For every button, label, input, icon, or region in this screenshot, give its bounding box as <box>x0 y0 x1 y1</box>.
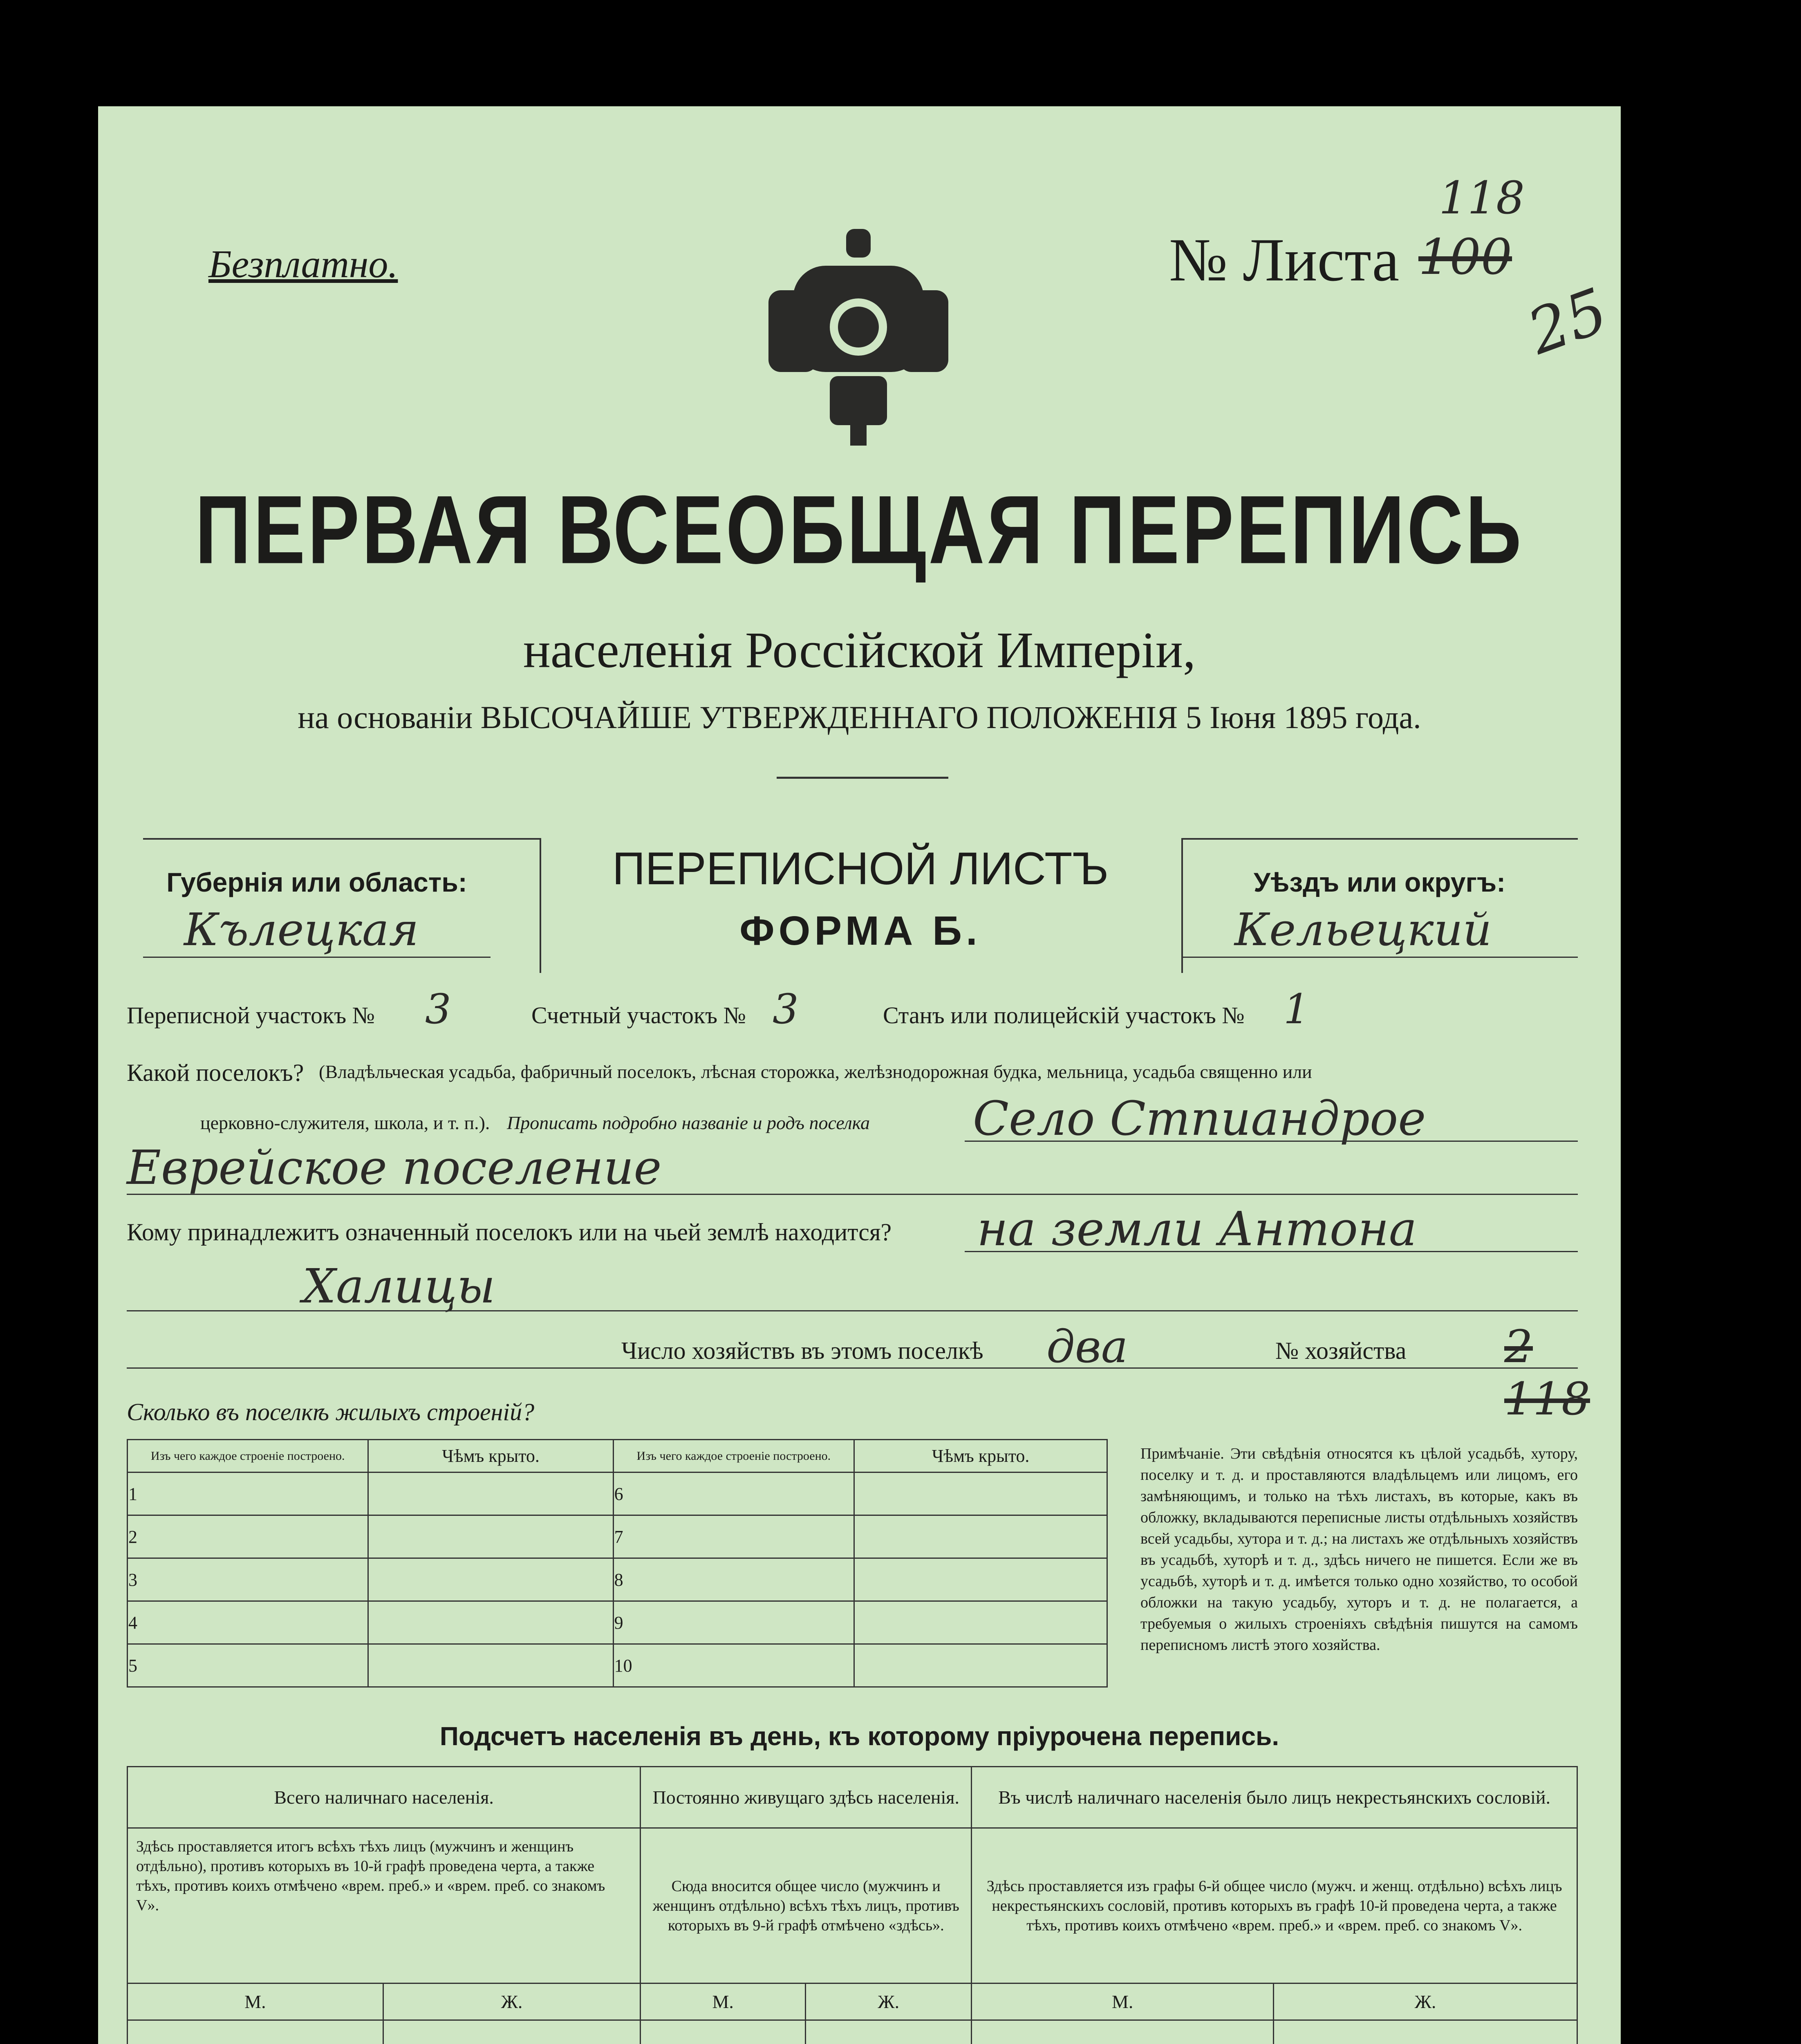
settlement-value-1: Село Стпиандрое <box>973 1091 1426 1146</box>
province-underline <box>143 957 491 958</box>
note-block: Примѣчаніе. Эти свѣдѣнія относятся къ цѣлой усадьбѣ, хутору, поселку и т. д. и проставляются владѣльцемъ или лицомъ, его замѣняющимъ, и только на тѣхъ листахъ, въ которые, какъ въ обложку, вкладываются переписные листы отдѣльныхъ хозяйствъ всей усадьбы, хутора и т. д.; на листахъ же отдѣльныхъ хозяйствъ въ усадьбѣ, хуторѣ и т. д., здѣсь ничего не пишется. Если же въ усадьбѣ, хуторѣ и т. д. имѣется только одно хозяйство, то особой обложки на такую усадьбу, хуторъ и т. д. не полагается, а требуемыя о жилыхъ строеніяхъ свѣдѣнія пишутся на самомъ переписномъ листѣ этого хозяйства. <box>1140 1445 1578 1654</box>
province-label: Губернія или область: <box>166 867 467 897</box>
count-area-value: 3 <box>773 985 799 1033</box>
settlement-label: Какой поселокъ? <box>127 1059 304 1086</box>
police-area-label: Станъ или полицейскій участокъ № <box>883 1002 1245 1029</box>
handwritten-side-number: 25 <box>1519 275 1617 369</box>
buildings-col-roof-2: Чѣмъ крыто. <box>854 1440 1107 1472</box>
census-area-label: Переписной участокъ № <box>127 1002 375 1029</box>
district-underline <box>1181 957 1578 958</box>
owner-value-2: Халицы <box>302 1259 495 1314</box>
building-row-9: 9 <box>613 1601 854 1644</box>
pop-m-2: М. <box>641 1983 806 2020</box>
police-area-value: 1 <box>1284 985 1310 1033</box>
buildings-col-roof: Чѣмъ крыто. <box>368 1440 613 1472</box>
buildings-col-what-2: Изъ чего каждое строеніе построено. <box>613 1440 854 1472</box>
basis-line: на основаніи ВЫСОЧАЙШЕ УТВЕРЖДЕННАГО ПОЛОЖЕНІЯ 5 Іюня 1895 года. <box>298 699 1421 735</box>
pop-desc-present: Здѣсь проставляется итогъ всѣхъ тѣхъ лицъ (мужчинъ и женщинъ отдѣльно), противъ которыхъ въ 10-й графѣ проведена черта, а также тѣхъ, противъ коихъ отмѣчено «врем. преб.» и «врем. преб. со знакомъ V». <box>128 1828 641 1983</box>
building-row-5: 5 <box>128 1644 368 1687</box>
right-box-top <box>1181 838 1578 840</box>
district-value: Кельецкий <box>1234 903 1492 956</box>
building-row-1: 1 <box>128 1472 368 1515</box>
building-row-10: 10 <box>613 1644 854 1687</box>
settlement-underline-1 <box>965 1141 1578 1142</box>
households-label: Число хозяйствъ въ этомъ поселкѣ <box>621 1337 983 1364</box>
pop-desc-nonpeasant: Здѣсь проставляется изъ графы 6-й общее число (мужч. и женщ. отдѣльно) всѣхъ лицъ некрестьянскихъ сословій, противъ которыхъ въ графѣ 10-й проведена черта, а также тѣхъ, противъ коихъ отмѣчено «врем. преб.» и «врем. преб. со знакомъ V». <box>972 1828 1577 1983</box>
census-area-value: 3 <box>425 985 451 1033</box>
pop-f-2: Ж. <box>806 1983 972 2020</box>
double-eagle-emblem <box>768 221 948 450</box>
building-row-3: 3 <box>128 1558 368 1601</box>
subtitle: населенія Россійской Имперіи, <box>523 622 1196 679</box>
building-row-2: 2 <box>128 1515 368 1558</box>
pop-m-3: М. <box>972 1983 1274 2020</box>
owner-underline-1 <box>965 1251 1578 1252</box>
pop-f-1: Ж. <box>383 1983 640 2020</box>
census-sheet <box>98 106 1621 2044</box>
household-no-label: № хозяйства <box>1275 1337 1407 1364</box>
pop-col-nonpeasant: Въ числѣ наличнаго населенія было лицъ некрестьянскихъ сословій. <box>972 1767 1577 1828</box>
households-value: два <box>1046 1320 1128 1373</box>
pop-m-1: М. <box>128 1983 383 2020</box>
building-row-6: 6 <box>613 1472 854 1515</box>
buildings-label: Сколько въ поселкѣ жилыхъ строеній? <box>127 1399 535 1425</box>
province-value: Кълецкая <box>184 903 419 956</box>
sheet-number-value: 100 <box>1418 229 1512 286</box>
free-label: Безплатно. <box>208 242 398 286</box>
building-row-7: 7 <box>613 1515 854 1558</box>
household-no-value: 2 118 <box>1504 1320 1590 1425</box>
owner-underline-2 <box>127 1310 1578 1311</box>
pop-desc-permanent: Сюда вносится общее число (мужчинъ и женщинъ отдѣльно) всѣхъ тѣхъ лицъ, противъ которыхъ въ 9-й графѣ отмѣчено «здѣсь». <box>641 1828 972 1983</box>
settlement-hint-3: Прописать подробно названіе и родъ поселка <box>507 1112 870 1133</box>
title-rule <box>777 777 948 779</box>
form-box-right <box>1181 838 1183 973</box>
count-area-label: Счетный участокъ № <box>531 1002 746 1029</box>
population-table <box>127 1766 1578 2044</box>
owner-label: Кому принадлежитъ означенный поселокъ или на чьей землѣ находится? <box>127 1219 892 1246</box>
pop-col-present: Всего наличнаго населенія. <box>128 1767 641 1828</box>
building-row-8: 8 <box>613 1558 854 1601</box>
households-underline <box>127 1367 1578 1369</box>
building-row-4: 4 <box>128 1601 368 1644</box>
pop-col-permanent: Постоянно живущаго здѣсь населенія. <box>641 1767 972 1828</box>
left-box-top <box>143 838 540 840</box>
form-type: ФОРМА Б. <box>739 908 981 954</box>
handwritten-top-number: 118 <box>1439 172 1525 224</box>
settlement-hint-2: церковно-служителя, школа, и т. п.). <box>200 1112 490 1133</box>
form-heading: ПЕРЕПИСНОЙ ЛИСТЪ <box>612 843 1109 894</box>
settlement-value-2: Еврейское поселение <box>127 1141 662 1195</box>
district-label: Уѣздъ или округъ: <box>1253 867 1506 897</box>
pop-f-3: Ж. <box>1274 1983 1577 2020</box>
sheet-number-label: № Листа <box>1169 226 1400 294</box>
buildings-col-what: Изъ чего каждое строеніе построено. <box>128 1440 368 1472</box>
main-title: ПЕРВАЯ ВСЕОБЩАЯ ПЕРЕПИСЬ <box>195 475 1524 584</box>
buildings-table <box>127 1439 1108 1688</box>
settlement-underline-2 <box>127 1194 1578 1195</box>
settlement-hint-1: (Владѣльческая усадьба, фабричный поселокъ, лѣсная сторожка, желѣзнодорожная будка, мельница, усадьба священно или <box>319 1061 1312 1082</box>
owner-value-1: на земли Антона <box>977 1202 1417 1257</box>
population-heading: Подсчетъ населенія въ день, къ которому пріурочена перепись. <box>439 1721 1279 1751</box>
